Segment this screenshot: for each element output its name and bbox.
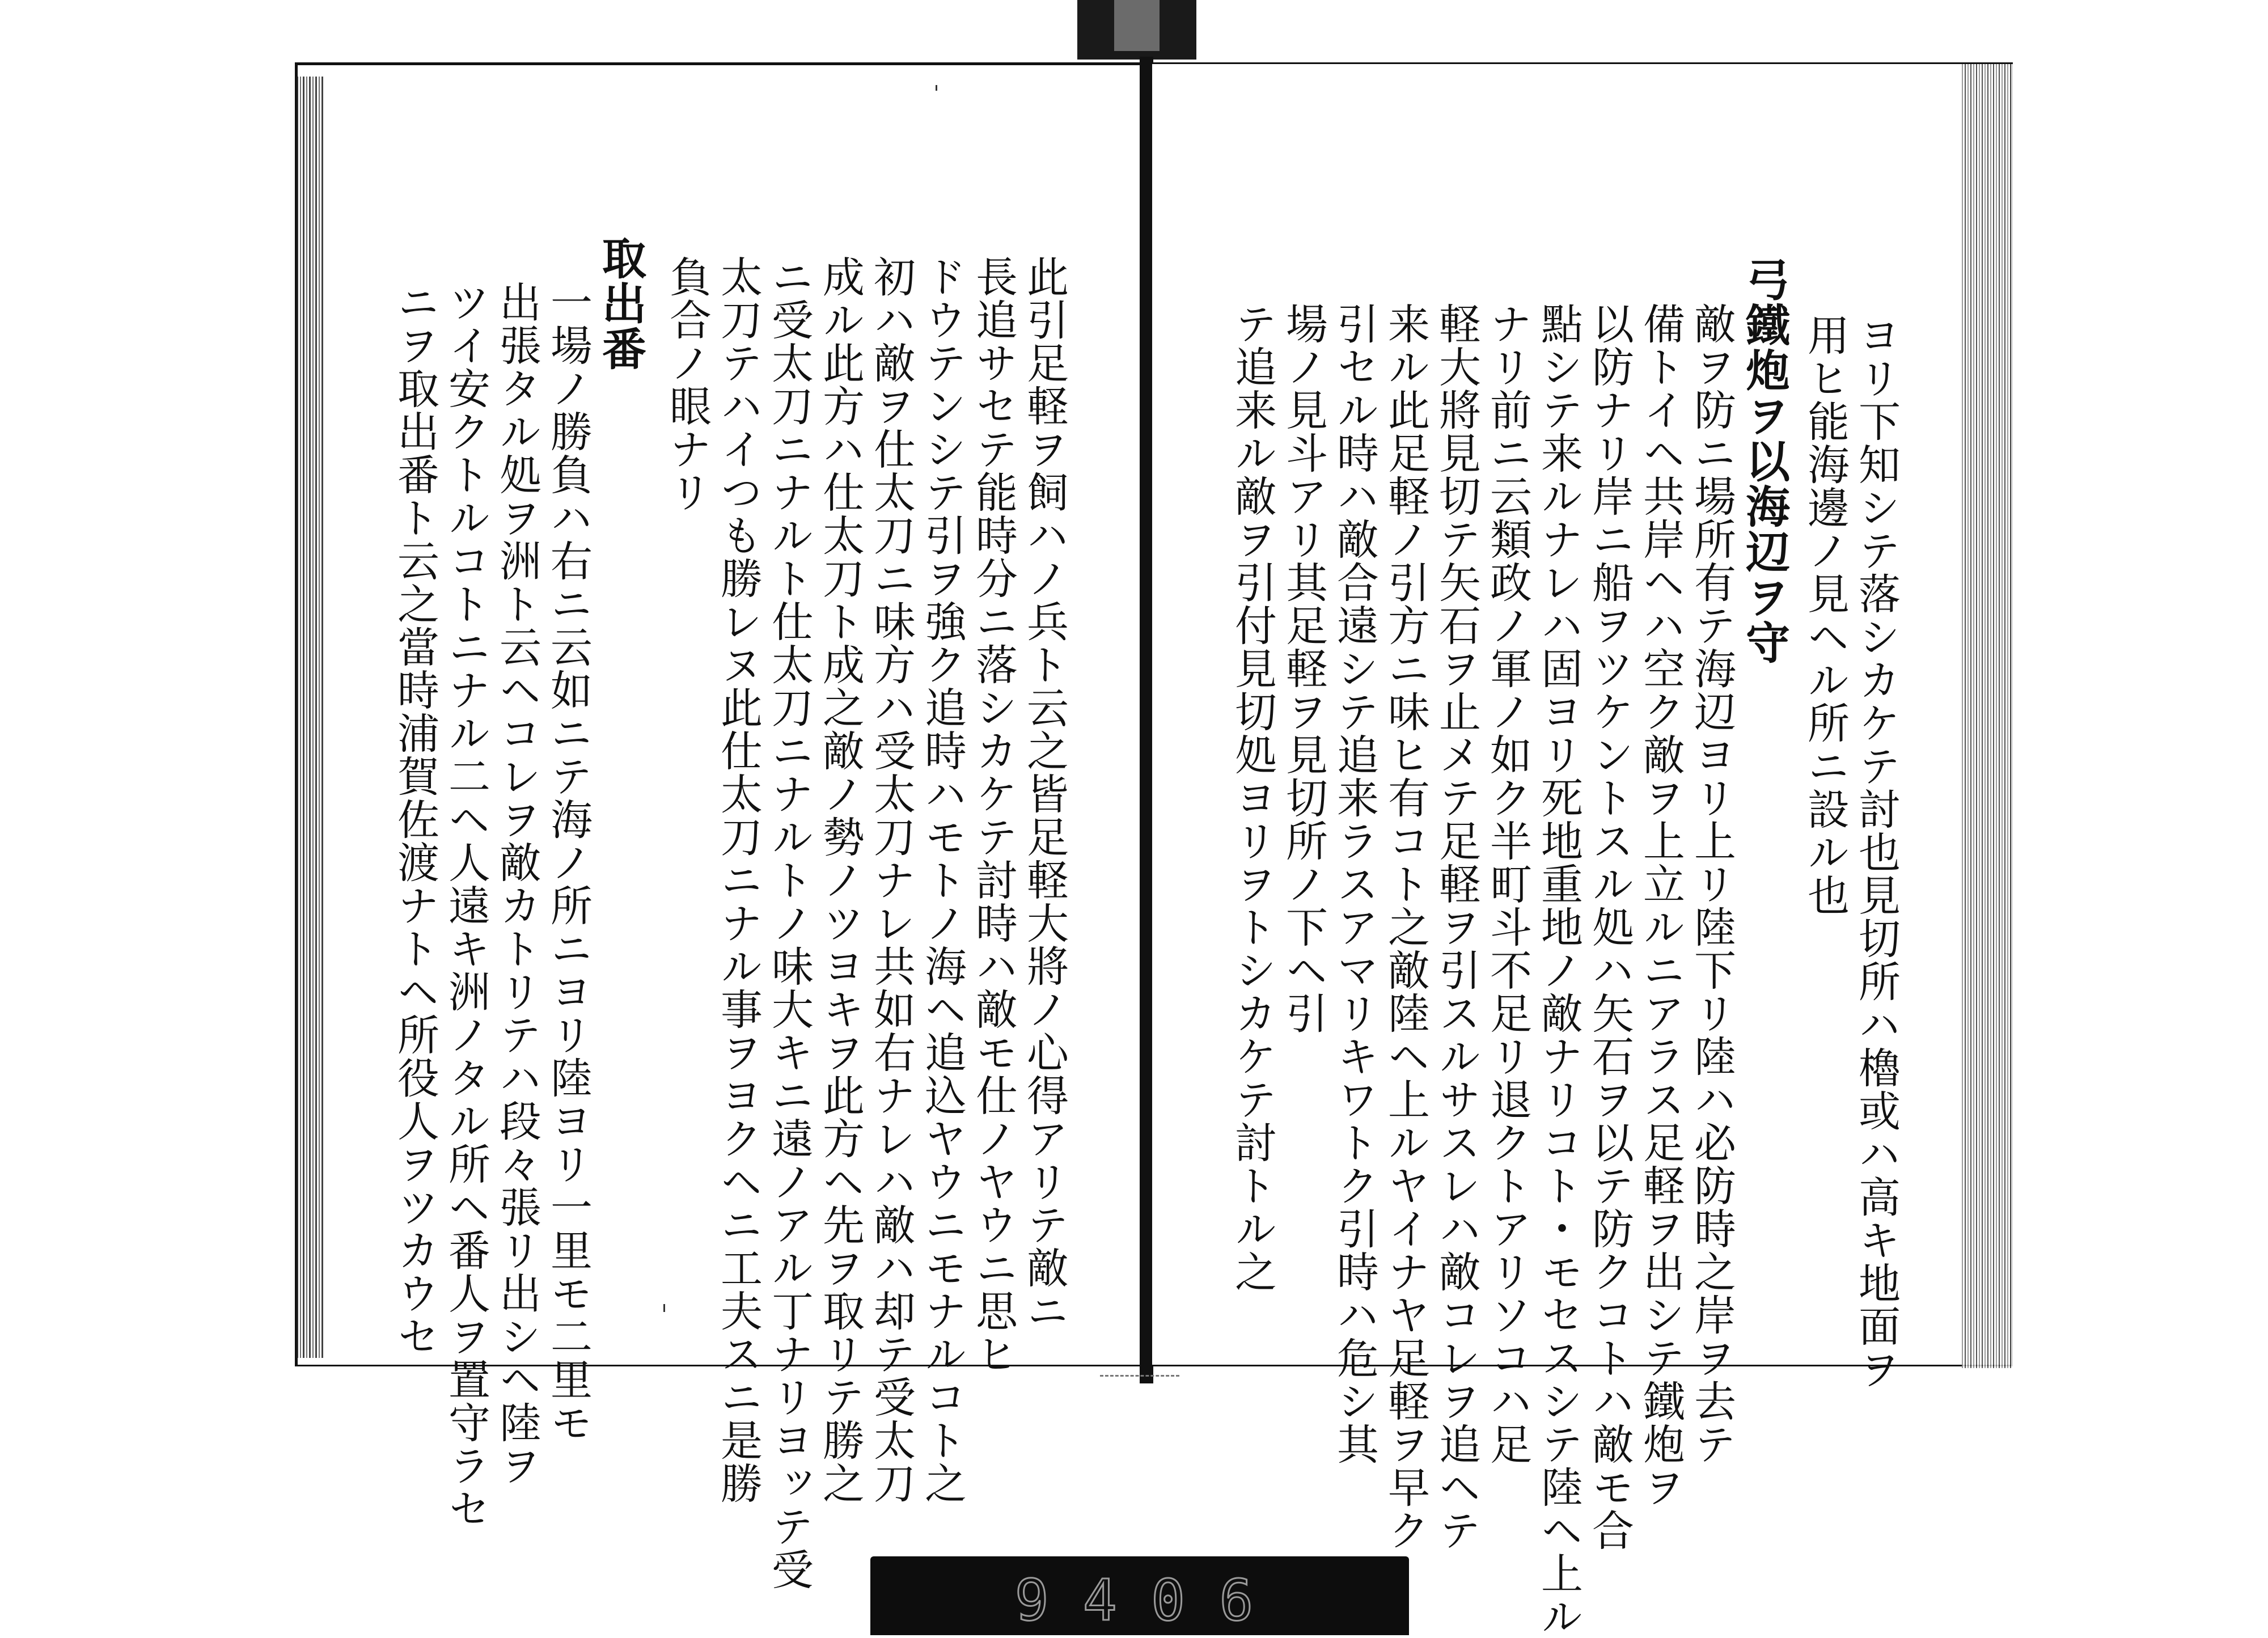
left-col-13: ニヲ取出番ト云之當時浦賀佐渡ナトヘ所役人ヲツカウセ (391, 281, 439, 1358)
right-col-6: 以防ナリ岸ニ船ヲツケントスル処ハ矢石ヲ以テ防クコトハ敵モ合 (1585, 302, 1634, 1552)
left-col-12: ツイ安クトルコトニナル二ヘ人遠キ洲ノタル所ヘ番人ヲ置守ラセ (442, 281, 490, 1530)
left-col-10: 一場ノ勝負ハ右ニ云如ニテ海ノ所ニヨリ陸ヨリ一里モ二里モ (544, 281, 593, 1444)
right-page (1152, 62, 2013, 1638)
left-col-7: 太刀テハイつも勝レヌ此仕太刀ニナル事ヲヨクヘニ工夫スニ是勝 (714, 255, 763, 1505)
left-col-3: ドウテンシテ引ヲ強ク追時ハモトノ海ヘ追込ヤウニモナルコト之 (918, 255, 967, 1505)
right-col-8: ナリ前ニ云類政ノ軍ノ如ク半町斗不足リ退クトアリソコハ足 (1483, 302, 1532, 1466)
top-binding-tab-inner (1114, 0, 1160, 51)
left-col-1: 此引足軽ヲ飼ハノ兵ト云之皆足軽大將ノ心得アリテ敵ニ (1020, 255, 1069, 1332)
gutter-dash-mark (1100, 1375, 1179, 1382)
left-page-edge (297, 77, 324, 1358)
left-col-5: 成ル此方ハ仕太刀ト成之敵ノ勢ノツヨキヲ此方ヘ先ヲ取リテ勝之 (816, 255, 865, 1505)
right-col-2: 用ヒ能海邊ノ見ヘル所ニ設ル也 (1801, 314, 1850, 917)
right-col-5: 備トイヘ共岸ヘハ空ク敵ヲ上立ルニアラス足軽ヲ出シテ鐵炮ヲ (1636, 302, 1685, 1509)
book-spine (1140, 57, 1153, 1383)
left-page (295, 62, 1151, 1591)
ink-speck (663, 1304, 665, 1312)
right-col-11: 引セル時ハ敵合遠シテ追来ラスアマリキワトク引時ハ危シ其 (1330, 302, 1379, 1466)
ink-speck (936, 85, 937, 91)
right-page-edge (1962, 64, 2013, 1368)
right-col-4: 敵ヲ防ニ場所有テ海辺ヨリ上リ陸下リ陸ハ必防時之岸ヲ去テ (1687, 302, 1736, 1466)
right-col-12: 場ノ見斗アリ其足軽ヲ見切所ノ下ヘ引 (1279, 302, 1328, 1035)
right-col-10: 来ル此足軽ノ引方ニ味ヒ有コト之敵陸ヘ上ルヤイナヤ足軽ヲ早ク (1381, 302, 1430, 1552)
left-col-2: 長追サセテ能時分ニ落シカケテ討時ハ敵モ仕ノヤウニ思ヒ (969, 255, 1018, 1375)
right-heading-yumi-teppo: 弓鐵炮ヲ以海辺ヲ守 (1738, 257, 1790, 665)
left-heading-toridashiban: 取出番 (595, 235, 646, 371)
left-col-4: 初ハ敵ヲ仕太刀ニ味方ハ受太刀ナレ共如右ナレハ敵ハ却テ受太刀 (867, 255, 916, 1505)
right-col-1: ヨリ下知シテ落シカケテ討也見切所ハ櫓或ハ高キ地面ヲ (1852, 314, 1901, 1391)
left-col-8: 負合ノ眼ナリ (663, 255, 712, 514)
left-col-6: ニ受太刀ニナルト仕太刀ニナルトノ味大キニ遠ノアル丁ナリヨッテ受 (765, 255, 814, 1591)
left-col-11: 出張タル処ヲ洲ト云ヘコレヲ敵カトリテハ段々張リ出シヘ陸ヲ (493, 281, 541, 1487)
right-col-13: テ追来ル敵ヲ引付見切処ヨリヲトシカケテ討トル之 (1228, 302, 1277, 1293)
catalog-number: 9406 (1014, 1567, 1288, 1633)
right-col-7: 點シテ来ルナレハ固ヨリ死地重地ノ敵ナリコト・モセスシテ陸ヘ上ル (1534, 302, 1583, 1638)
right-col-9: 軽大將見切テ矢石ヲ止メテ足軽ヲ引スルサスレハ敵コレヲ追ヘテ (1432, 302, 1481, 1552)
